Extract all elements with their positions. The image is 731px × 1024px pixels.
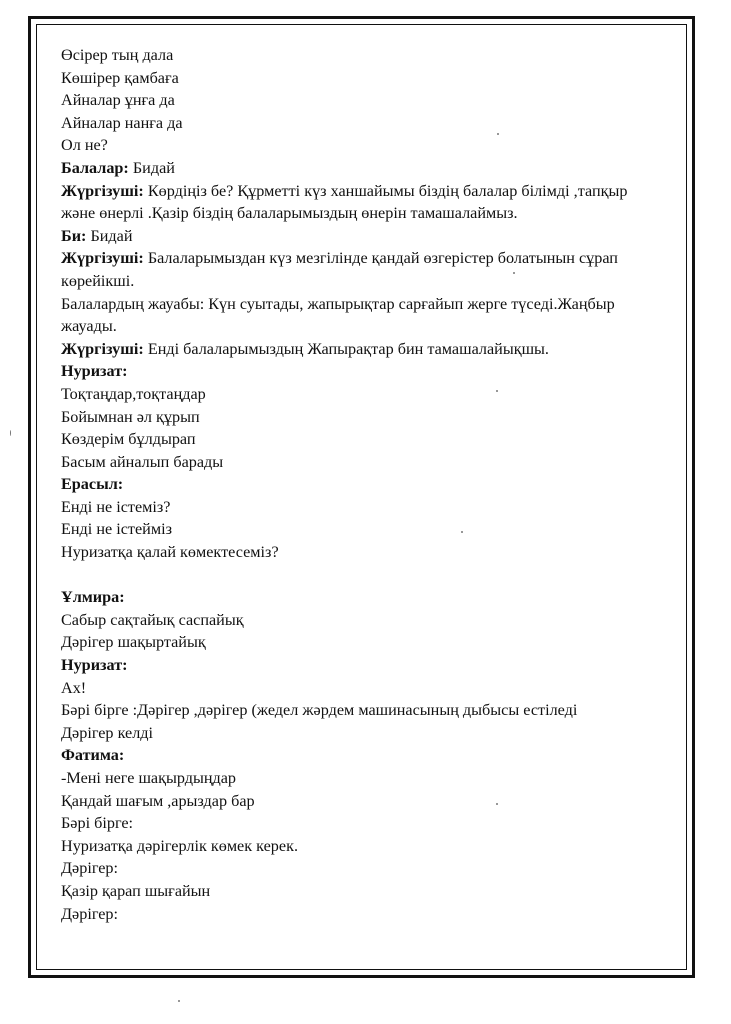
blank-line: [61, 564, 661, 587]
text-line: Балалардың жауабы: Күн суытады, жапырықтар сарғайып жерге түседі.Жаңбыр жауады.: [61, 294, 615, 336]
text-line: Қазір қарап шығайын: [61, 881, 211, 900]
scan-speck: [178, 1000, 180, 1002]
dialogue-line: Жүргізуші: Енді балаларымыздың Жапырақтар бин тамашалайықшы.: [61, 339, 549, 358]
text-line: Ол не?: [61, 136, 108, 155]
text-line: Айналар нанға да: [61, 113, 183, 132]
text-line: Дәрігер келді: [61, 723, 154, 742]
scan-speck: [10, 430, 11, 436]
speaker-heading: [61, 473, 661, 496]
scan-speck: [497, 133, 499, 135]
speaker-name: Ерасыл:: [61, 475, 124, 494]
speaker-name: Ұлмира:: [61, 588, 125, 607]
speaker-name: Жүргізуші:: [61, 181, 144, 200]
text-line: -Мені неге шақырдыңдар: [61, 769, 237, 787]
text-line: Бәрі бірге:: [61, 814, 134, 833]
speaker-name: Нуризат:: [61, 656, 128, 675]
scan-speck: [513, 272, 515, 274]
text-line: Бәрі бірге :Дәрігер ,дәрігер (жедел жәрдем машинасының дыбысы естіледі: [61, 701, 578, 720]
text-line: Ах!: [61, 678, 87, 697]
text-line: Дәрігер шақыртайық: [61, 633, 206, 652]
speaker-heading: [61, 360, 661, 383]
document-body: [61, 44, 661, 925]
speaker-heading: [61, 654, 661, 677]
text-line: Қандай шағым ,арыздар бар: [61, 791, 255, 810]
speaker-heading: [61, 586, 661, 609]
scan-speck: [496, 390, 498, 392]
text-line: Айналар ұнға да: [61, 91, 175, 110]
text-line: Дәрігер:: [61, 904, 119, 923]
text-line: Дәрігер:: [61, 859, 119, 878]
text-line: Нуризатқа қалай көмектесеміз?: [61, 543, 279, 562]
text-line: Тоқтаңдар,тоқтаңдар: [61, 384, 206, 403]
dialogue-line: Жүргізуші: Балаларымыздан күз мезгілінде қандай өзгерістер болатынын сұрап көрейікші.: [61, 249, 618, 290]
text-line: Енді не істейміз: [61, 520, 172, 539]
scan-speck: [461, 531, 463, 533]
speaker-name: Фатима:: [61, 746, 125, 765]
text-line: Басым айналып барады: [61, 452, 224, 471]
speaker-name: Жүргізуші:: [61, 339, 144, 358]
speaker-heading: [61, 744, 661, 767]
text-line: Енді не істеміз?: [61, 497, 171, 516]
dialogue-line: Жүргізуші: Көрдіңіз бе? Құрметті күз ханшайымы біздің балалар білімді ,тапқыр және өнерлі .Қазір біздің балаларымыздың өнерін тамашалаймыз.: [61, 181, 628, 223]
speaker-name: Жүргізуші:: [61, 249, 144, 268]
text-line: Нуризатқа дәрігерлік көмек керек.: [61, 836, 298, 855]
text-line: Бойымнан әл құрып: [61, 407, 200, 426]
text-line: Сабыр сақтайық саспайық: [61, 610, 244, 629]
text-line: Көшірер қамбаға: [61, 68, 179, 87]
speaker-name: Балалар:: [61, 158, 129, 177]
text-line: Өсірер тың дала: [61, 46, 174, 64]
speaker-name: Би:: [61, 226, 87, 245]
dialogue-line: Балалар: Бидай: [61, 158, 175, 177]
text-line: Көздерім бұлдырап: [61, 430, 196, 449]
speaker-name: Нуризат:: [61, 362, 128, 381]
dialogue-line: Би: Бидай: [61, 226, 133, 245]
scan-speck: [496, 803, 498, 805]
